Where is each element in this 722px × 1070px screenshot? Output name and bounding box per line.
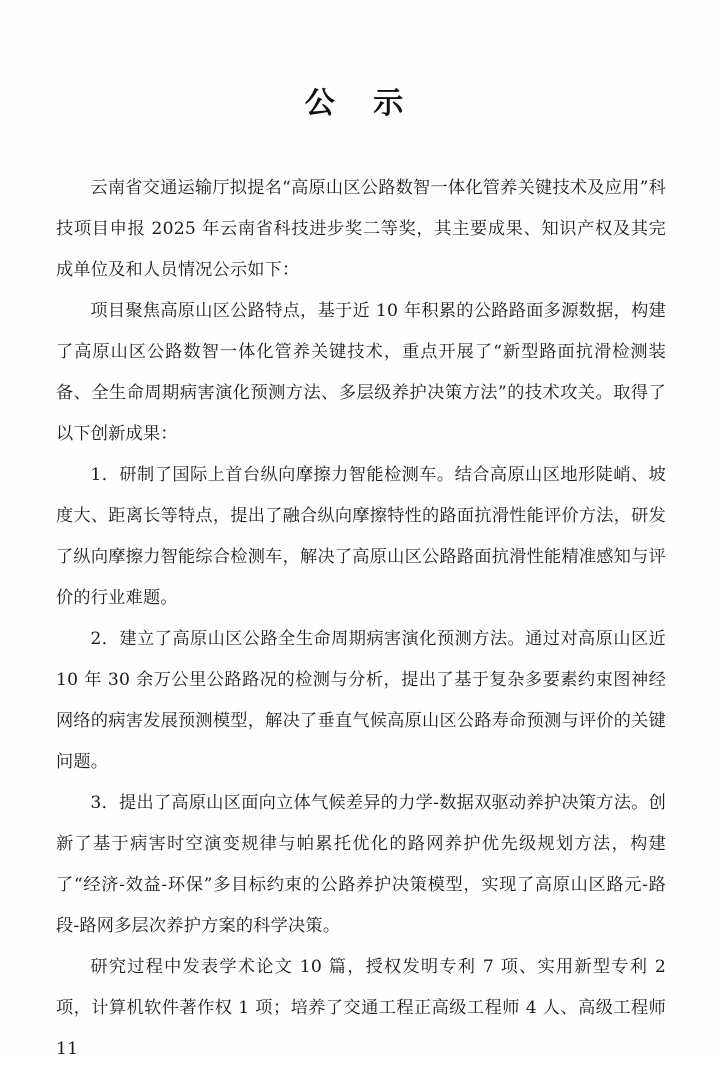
page-title: 公 示 [304,86,418,121]
paragraph-achievement-1: 1．研制了国际上首台纵向摩擦力智能检测车。结合高原山区地形陡峭、坡度大、距离长等特点，提出了融合纵向摩擦特性的路面抗滑性能评价方法，研发了纵向摩擦力智能综合检测车，解决了高原山区公路路面抗滑性能精准感知与评价的行业难题。 [56,465,666,608]
paragraph-2: 项目聚焦高原山区公路特点，基于近 10 年积累的公路路面多源数据，构建了高原山区公路数智一体化管养关键技术，重点开展了“新型路面抗滑检测装备、全生命周期病害演化预测方法、多层级养护决策方法”的技术攻关。取得了以下创新成果： [56,301,666,444]
paragraph-1: 云南省交通运输厅拟提名“高原山区公路数智一体化管养关键技术及应用”科技项目申报 2025 年云南省科技进步奖二等奖，其主要成果、知识产权及其完成单位及和人员情况公示如下： [56,178,666,280]
paragraph-outcomes: 研究过程中发表学术论文 10 篇，授权发明专利 7 项、实用新型专利 2 项，计算机软件著作权 1 项；培养了交通工程正高级工程师 4 人、高级工程师 11 [56,957,666,1059]
document-body [56,168,666,1070]
paragraph-achievement-2: 2．建立了高原山区公路全生命周期病害演化预测方法。通过对高原山区近 10 年 30 余万公里公路路况的检测与分析，提出了基于复杂多要素约束图神经网络的病害发展预测模型，解决了垂直气候高原山区公路寿命预测与评价的关键问题。 [56,629,666,772]
paragraph-achievement-3: 3．提出了高原山区面向立体气候差异的力学-数据双驱动养护决策方法。创新了基于病害时空演变规律与帕累托优化的路网养护优先级规划方法，构建了“经济-效益-环保”多目标约束的公路养护决策模型，实现了高原山区路元-路段-路网多层次养护方案的科学决策。 [56,793,666,936]
